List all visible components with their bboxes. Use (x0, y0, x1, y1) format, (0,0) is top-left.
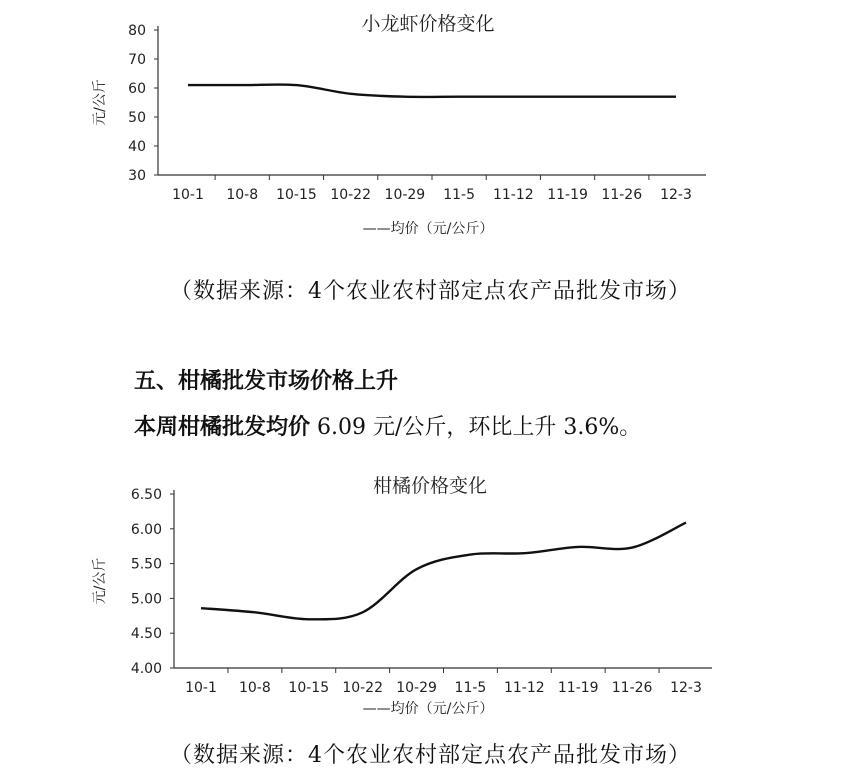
citrus-chart-svg (0, 470, 861, 725)
y-tick-label: 70 (128, 52, 146, 68)
x-tick-label: 10-8 (226, 187, 259, 203)
series-line (188, 84, 676, 96)
y-tick-label: 5.50 (130, 556, 162, 573)
source-note-1: （数据来源：4个农业农村部定点农产品批发市场） (170, 279, 691, 304)
y-tick-label: 50 (128, 110, 146, 126)
y-axis-title: 元/公斤 (92, 79, 108, 126)
x-tick-label: 11-26 (601, 187, 643, 203)
y-tick-label: 5.00 (130, 591, 162, 608)
x-tick-label: 11-26 (611, 680, 653, 696)
legend-entry: ——均价（元/公斤） (362, 701, 494, 717)
y-tick-label: 6.00 (130, 521, 162, 538)
crayfish-price-chart (0, 0, 861, 254)
y-tick-label: 40 (128, 139, 146, 155)
summary-lead: 本周柑橘批发均价 (134, 415, 311, 440)
summary-detail: 6.09 元/公斤，环比上升 3.6%。 (310, 415, 642, 440)
y-tick-label: 80 (128, 23, 146, 39)
x-tick-label: 11-19 (557, 680, 599, 696)
series-line (201, 523, 686, 620)
x-tick-label: 11-19 (547, 187, 588, 203)
x-tick-label: 10-1 (172, 187, 204, 203)
x-tick-label: 12-3 (660, 187, 692, 203)
section-heading: 五、柑橘批发市场价格上升 (134, 369, 399, 394)
citrus-price-chart (0, 470, 861, 729)
x-tick-label: 10-15 (276, 187, 317, 203)
x-tick-label: 11-5 (454, 680, 487, 696)
y-tick-label: 30 (128, 168, 146, 184)
y-tick-label: 60 (128, 81, 146, 97)
x-tick-label: 10-1 (185, 680, 217, 696)
x-tick-label: 10-15 (288, 680, 330, 696)
y-tick-label: 6.50 (130, 487, 162, 503)
x-tick-label: 10-22 (330, 187, 372, 203)
chart-title: 小龙虾价格变化 (361, 13, 495, 35)
x-tick-label: 10-8 (238, 680, 271, 696)
x-tick-label: 11-12 (492, 187, 534, 203)
x-tick-label: 10-22 (342, 680, 384, 696)
chart-title: 柑橘价格变化 (372, 475, 488, 497)
summary-paragraph (134, 410, 641, 441)
x-tick-label: 11-5 (443, 187, 476, 203)
x-tick-label: 10-29 (396, 680, 437, 696)
y-tick-label: 4.50 (130, 626, 162, 643)
x-tick-label: 12-3 (670, 680, 702, 696)
source-note-2: （数据来源：4个农业农村部定点农产品批发市场） (170, 743, 691, 768)
y-tick-label: 4.00 (130, 661, 162, 677)
y-axis-title: 元/公斤 (92, 557, 108, 605)
crayfish-chart-svg (0, 0, 861, 250)
legend-entry: ——均价（元/公斤） (362, 221, 494, 237)
x-tick-label: 10-29 (384, 187, 426, 203)
x-tick-label: 11-12 (503, 680, 545, 696)
